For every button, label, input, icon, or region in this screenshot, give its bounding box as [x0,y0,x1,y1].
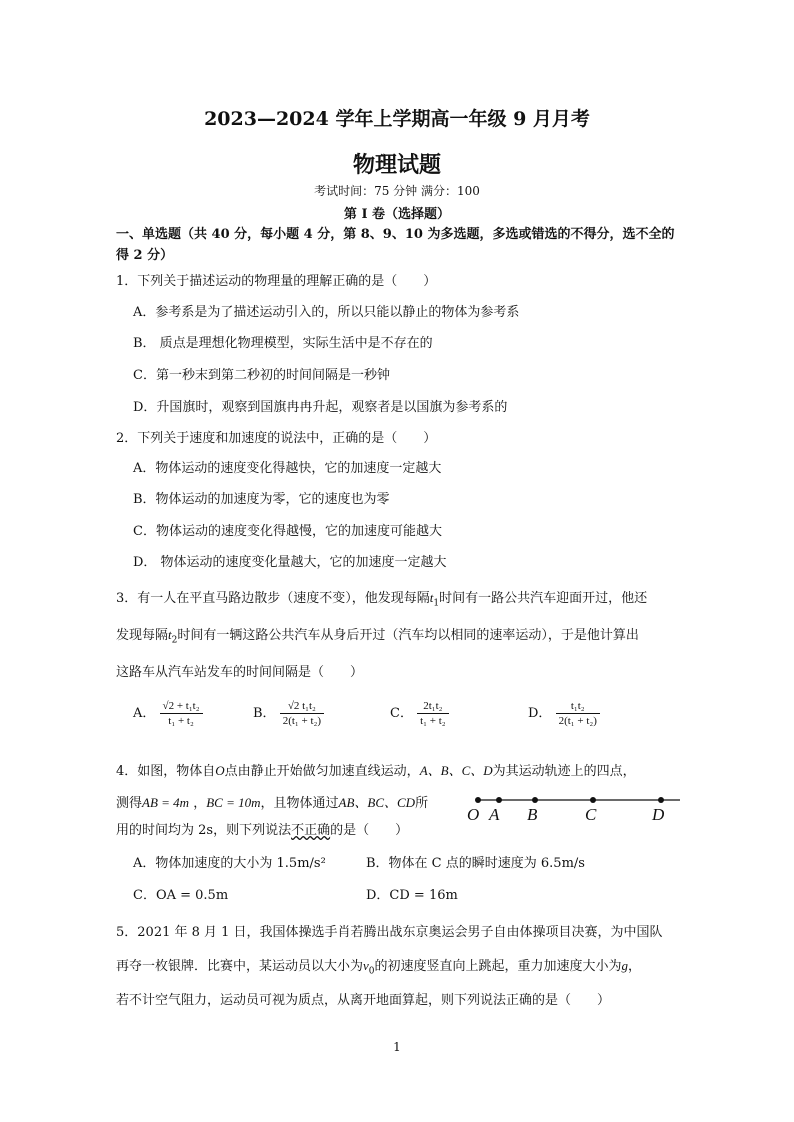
var-t2: t [168,627,172,642]
q3-option-d-label: D． [528,706,552,721]
q4-option-c: C．OA = 0.5m [133,888,229,903]
q3-line-1-part-a: 3．有一人在平直马路边散步（速度不变），他发现每隔 [116,591,430,606]
q1-option-c: C．第一秒末到第二秒初的时间间隔是一秒钟 [133,368,390,383]
q3-line-1-part-b: 时间有一路公共汽车迎面开过，他还 [439,591,648,606]
label-a: A [489,805,500,824]
q3-line-2 [116,624,639,646]
q3-line-2-part-b: 时间有一辆这路公共汽车从身后开过（汽车均以相同的速率运动），于是他计算出 [177,628,639,643]
q3-option-b-label: B． [253,706,276,721]
points-list: A、B、C、D [419,763,493,778]
fraction-denominator: 2(t₁ + t₂) [282,715,322,727]
page-number: 1 [393,1040,401,1054]
q4-line-3-part-a: 用的时间均为 2s，则下列说法 [116,823,292,838]
q4-option-a: A．物体加速度的大小为 1.5m/s² [133,856,326,871]
fraction-denominator: t₁ + t₂ [168,715,194,727]
q1-option-b: B． 质点是理想化物理模型，实际生活中是不存在的 [133,336,433,351]
point-b-dot [532,797,538,803]
negation-emphasis: 不正确 [291,823,331,838]
fraction-numerator: √2 + t₁t₂ [160,700,203,714]
label-c: C [585,805,597,824]
q3-option-b [253,700,324,727]
q4-line-1-part-b: 点由静止开始做匀加速直线运动， [224,764,420,779]
point-d-dot [658,797,664,803]
bc-length: BC = 10m [206,795,261,810]
ab-length: AB = 4m [142,795,190,810]
q5-line-2-part-a: 再夺一枚银牌．比赛中，某运动员以大小为 [116,959,364,974]
q5-line-2-part-c: ， [628,959,642,974]
fraction-numerator: t₁t₂ [556,700,600,714]
segments-list: AB、BC、CD [338,795,416,810]
q5-line-1: 5．2021 年 8 月 1 日，我国体操选手肖若腾出战东京奥运会男子自由体操项目决赛，为中国队 [116,925,663,940]
label-d: D [652,805,665,824]
fraction [160,700,203,727]
q1-option-a: A．参考系是为了描述运动引入的，所以只能以静止的物体为参考系 [133,305,520,320]
q3-option-a-label: A． [133,706,156,721]
q3-option-c-label: C． [390,706,413,721]
q4-line-1 [116,760,636,779]
subject-title: 物理试题 [352,152,441,178]
q3-line-1 [116,587,647,609]
q4-line-2-part-a: 测得 [116,796,143,811]
section-heading: 一、单选题（共 40 分，每小题 4 分，第 8、9、10 为多选题，多选或错选的不得分，选不全的得 2 分） [116,227,675,263]
var-g: g [621,958,629,973]
q2-option-b: B．物体运动的加速度为零，它的速度也为零 [133,492,390,507]
q3-line-3: 这路车从汽车站发车的时间间隔是（ ） [116,665,364,680]
var-t1: t [429,590,434,605]
q5-line-2 [116,955,641,977]
q3-option-d [528,700,600,727]
q3-option-c [390,700,449,727]
volume-heading: 第 I 卷（选择题） [343,207,451,222]
fraction-numerator: √2 t₁t₂ [280,700,324,714]
q3-option-a [133,700,203,727]
fraction-denominator: 2(t₁ + t₂) [558,715,597,727]
q4-option-d: D．CD = 16m [366,888,458,903]
q4-line-1-part-c: 为其运动轨迹上的四点， [492,764,636,779]
var-v0-sub: 0 [368,966,375,977]
fraction-denominator: t₁ + t₂ [420,715,446,727]
q5-line-3: 若不计空气阻力，运动员可视为质点，从离开地面算起，则下列说法正确的是（ ） [116,993,611,1008]
q2-stem: 2．下列关于速度和加速度的说法中，正确的是（ ） [116,431,437,446]
q4-line-2: 测得AB = 4m ，BC = 10m，且物体通过AB、BC、CD所 [116,795,429,811]
q4-option-b: B．物体在 C 点的瞬时速度为 6.5m/s [366,856,585,871]
exam-meta: 考试时间：75 分钟 满分：100 [314,184,480,198]
var-t2-sub: 2 [171,635,178,646]
fraction-numerator: 2t₁t₂ [417,700,449,714]
q1-stem: 1．下列关于描述运动的物理量的理解正确的是（ ） [116,274,437,289]
q2-option-c: C．物体运动的速度变化得越慢，它的加速度可能越大 [133,524,442,539]
q4-line-3 [116,819,408,838]
exam-title: 2023—2024 学年上学期高一年级 9 月月考 [204,108,590,130]
point-o-dot [475,797,481,803]
q4-line-2-part-b: ，且物体通过 [260,796,339,811]
q1-option-d: D．升国旗时，观察到国旗冉冉升起，观察者是以国旗为参考系的 [133,400,508,415]
fraction [280,700,324,727]
point-a-dot [496,797,502,803]
var-t1-sub: 1 [433,598,440,609]
fraction [417,700,449,727]
q2-option-a: A．物体运动的速度变化得越快，它的加速度一定越大 [133,461,442,476]
label-b: B [527,805,538,824]
q3-line-2-part-a: 发现每隔 [116,628,169,643]
q4-line-1-part-a: 4．如图，物体自 [116,764,216,779]
q4-line-2-part-c: 所 [415,796,429,811]
point-o: O [215,763,225,778]
var-v0: v [363,958,369,973]
q5-line-2-part-b: 的初速度竖直向上跳起，重力加速度大小为 [374,959,622,974]
point-c-dot [590,797,596,803]
q2-option-d: D． 物体运动的速度变化量越大，它的加速度一定越大 [133,555,447,570]
label-o: O [467,805,480,824]
fraction [556,700,600,727]
q4-line-3-part-b: 的是（ ） [330,823,409,838]
